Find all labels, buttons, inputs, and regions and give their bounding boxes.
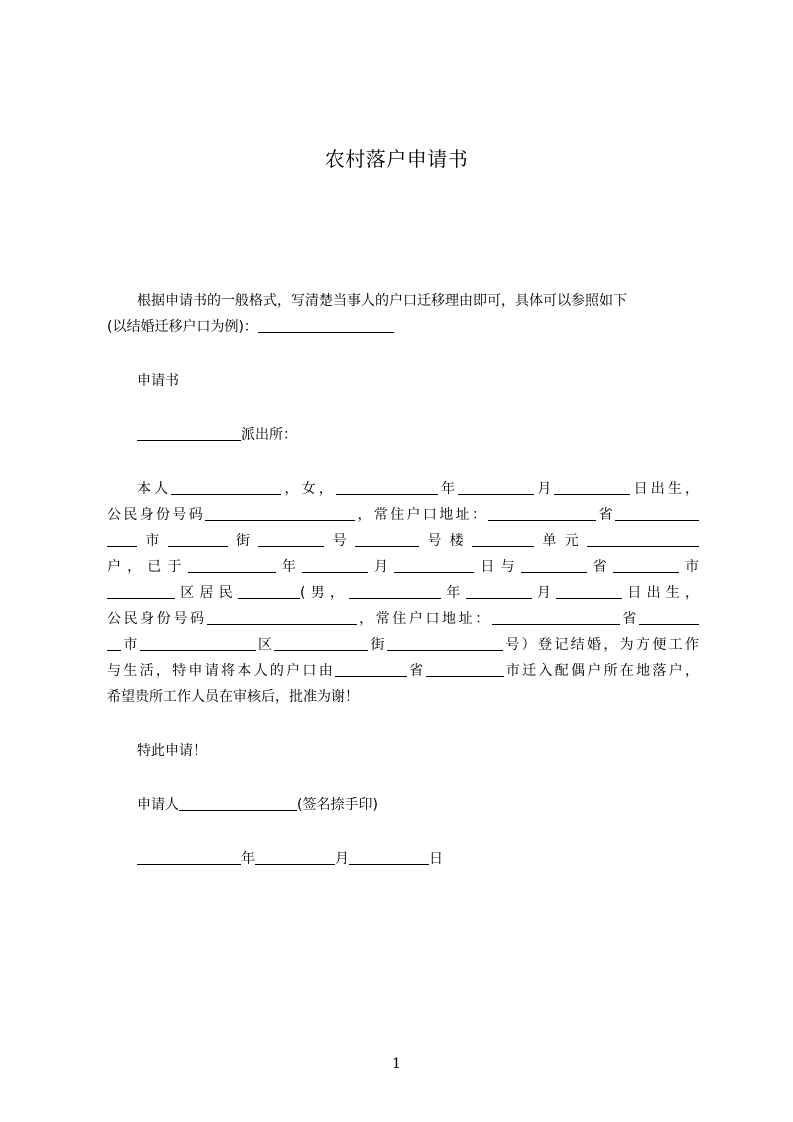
body-line-8 bbox=[107, 661, 699, 681]
signature-label: 申请人 bbox=[137, 797, 179, 813]
body-text: 月 bbox=[534, 481, 555, 497]
body-text: 本人 bbox=[137, 481, 172, 497]
body-text: 省 bbox=[407, 663, 426, 679]
date-year-label: 年 bbox=[241, 851, 255, 867]
body-line-4 bbox=[107, 557, 699, 577]
addressee-label: 派出所： bbox=[241, 427, 297, 443]
body-text: 单元 bbox=[534, 533, 588, 549]
blank-field bbox=[615, 506, 699, 521]
intro-paragraph-line-2 bbox=[107, 317, 699, 337]
blank-field bbox=[238, 584, 300, 599]
body-text: 市迁入配偶户所在地落户， bbox=[503, 663, 700, 679]
blank-field bbox=[188, 558, 276, 573]
blank-day bbox=[349, 850, 429, 865]
body-text: ，常住户口地址： bbox=[355, 507, 489, 523]
body-text: 年 bbox=[275, 559, 302, 575]
blank-field bbox=[140, 636, 256, 651]
blank-field bbox=[336, 480, 438, 495]
body-text: 日出生， bbox=[622, 585, 700, 601]
blank-field bbox=[171, 480, 281, 495]
intro-paragraph-line-1: 根据申请书的一般格式，写清楚当事人的户口迁移理由即可，具体可以参照如下 bbox=[137, 293, 627, 309]
body-text: 省 bbox=[619, 611, 640, 627]
body-text: 省 bbox=[586, 559, 613, 575]
signature-line bbox=[137, 795, 699, 815]
body-text: 号楼 bbox=[419, 533, 473, 549]
blank-field bbox=[205, 506, 355, 521]
blank-field bbox=[472, 532, 534, 547]
blank-field bbox=[556, 584, 622, 599]
blank-field bbox=[349, 584, 441, 599]
blank-field bbox=[458, 480, 534, 495]
body-text: (男， bbox=[299, 585, 350, 601]
blank-field bbox=[394, 558, 474, 573]
body-text: 区 bbox=[255, 637, 275, 653]
blank-field bbox=[587, 532, 699, 547]
document-title: 农村落户申请书 bbox=[324, 147, 469, 171]
blank-field bbox=[107, 636, 121, 651]
letter-heading: 申请书 bbox=[137, 373, 179, 389]
blank-month bbox=[255, 850, 335, 865]
blank-field bbox=[207, 610, 357, 625]
body-text: 月 bbox=[367, 559, 395, 575]
blank-field bbox=[426, 662, 504, 677]
blank-police-station bbox=[137, 426, 241, 441]
body-text: 号）登记结婚，为方便工作 bbox=[503, 637, 700, 653]
blank-field bbox=[274, 636, 368, 651]
blank-field bbox=[335, 662, 407, 677]
body-text: 年 bbox=[437, 481, 459, 497]
body-text: 公民身份号码 bbox=[107, 507, 206, 523]
body-text: 公民身份号码 bbox=[107, 611, 207, 627]
blank-field bbox=[492, 610, 620, 625]
addressee-line bbox=[137, 425, 699, 445]
body-text: 区居民 bbox=[175, 585, 238, 601]
body-text: 街 bbox=[227, 533, 259, 549]
body-text: 街 bbox=[368, 637, 388, 653]
blank-field bbox=[107, 532, 137, 547]
blank-field bbox=[258, 318, 394, 333]
body-text: 年 bbox=[441, 585, 466, 601]
body-text: ，常住户口地址： bbox=[356, 611, 492, 627]
body-text: 号 bbox=[324, 533, 356, 549]
blank-field bbox=[258, 532, 324, 547]
body-text: 与生活，特申请将本人的户口由 bbox=[107, 663, 335, 679]
body-line-7 bbox=[107, 635, 699, 655]
blank-field bbox=[639, 610, 699, 625]
blank-field bbox=[613, 558, 679, 573]
body-text: 市 bbox=[137, 533, 168, 549]
blank-field bbox=[387, 636, 503, 651]
body-text: 户，已于 bbox=[107, 559, 188, 575]
blank-field bbox=[554, 480, 630, 495]
blank-field bbox=[466, 584, 532, 599]
blank-year bbox=[137, 850, 241, 865]
page-number: 1 bbox=[392, 1056, 401, 1072]
blank-field bbox=[168, 532, 228, 547]
closing-text: 特此申请！ bbox=[137, 743, 207, 759]
body-text: 日与 bbox=[474, 559, 521, 575]
blank-signature bbox=[179, 796, 297, 811]
blank-field bbox=[488, 506, 596, 521]
body-line-2 bbox=[107, 505, 699, 525]
body-line-1 bbox=[137, 479, 699, 499]
body-text: 市 bbox=[121, 637, 140, 653]
date-day-label: 日 bbox=[429, 851, 443, 867]
body-text: 市 bbox=[678, 559, 700, 575]
body-line-6 bbox=[107, 609, 699, 629]
blank-field bbox=[107, 584, 175, 599]
blank-field bbox=[302, 558, 368, 573]
body-line-5 bbox=[107, 583, 699, 603]
body-line-3 bbox=[107, 531, 699, 551]
body-text: 日出生， bbox=[630, 481, 700, 497]
signature-note: (签名捺手印) bbox=[297, 797, 378, 813]
body-line-9: 希望贵所工作人员在审核后，批准为谢！ bbox=[107, 689, 359, 705]
date-month-label: 月 bbox=[335, 851, 349, 867]
blank-field bbox=[355, 532, 419, 547]
intro-text: (以结婚迁移户口为例)： bbox=[107, 319, 258, 335]
body-text: ，女， bbox=[281, 481, 336, 497]
body-text: 月 bbox=[531, 585, 557, 601]
date-line bbox=[137, 849, 699, 869]
body-text: 省 bbox=[596, 507, 616, 523]
blank-field bbox=[521, 558, 587, 573]
